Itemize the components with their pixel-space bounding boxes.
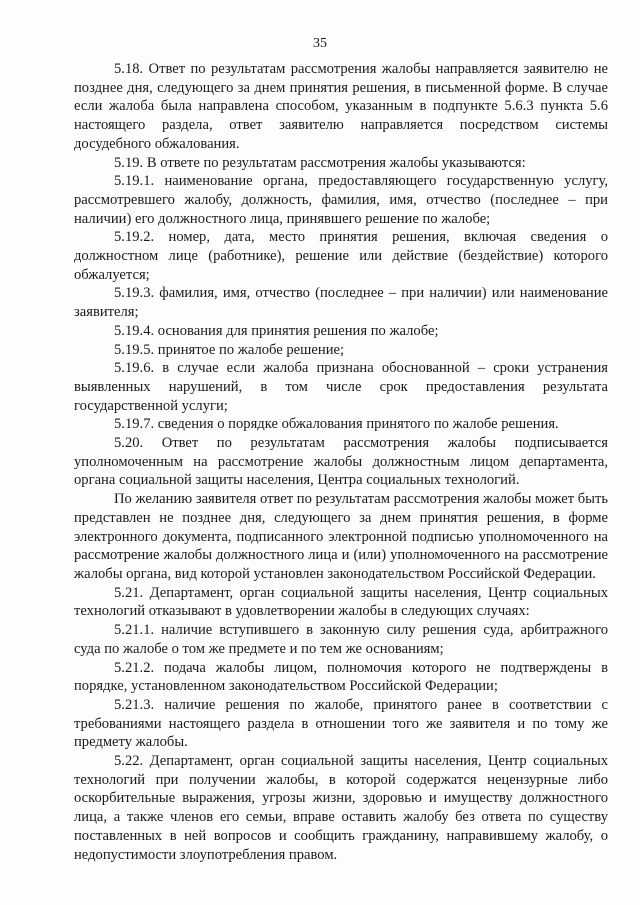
paragraph-5-21-1: 5.21.1. наличие вступившего в законную силу решения суда, арбитражного суда по жалобе о том же предмете и по тем же основаниям; xyxy=(74,622,608,657)
paragraph-5-18: 5.18. Ответ по результатам рассмотрения жалобы направляется заявителю не позднее дня, следующего за днем принятия решения, в письменной форме. В случае если жалоба была направлена способом, указанным в подпункте 5.6.3 пункта 5.6 настоящего раздела, ответ заявителю направляется посредством системы досудебного обжалования. xyxy=(74,61,608,152)
paragraph-5-22: 5.22. Департамент, орган социальной защиты населения, Центр социальных технологий при получении жалобы, в которой содержатся нецензурные либо оскорбительные выражения, угрозы жизни, здоровью и имуществу должностного лица, а также членов его семьи, вправе оставить жалобу без ответа по существу поставленных в ней вопросов и сообщить гражданину, направившему жалобу, о недопустимости злоупотребления правом. xyxy=(74,753,608,863)
paragraph-5-20: 5.20. Ответ по результатам рассмотрения жалобы подписывается уполномоченным на рассмотрение жалобы должностным лицом департамента, органа социальной защиты населения, Центра социальных технологий. xyxy=(74,435,608,489)
paragraph-5-19-4: 5.19.4. основания для принятия решения по жалобе; xyxy=(114,322,439,339)
paragraph-5-21-3: 5.21.3. наличие решения по жалобе, принятого ранее в соответствии с требованиями настоящего раздела в отношении того же заявителя и по тому же предмету жалобы. xyxy=(74,696,608,751)
paragraph-5-19-7: 5.19.7. сведения о порядке обжалования принятого по жалобе решения. xyxy=(114,416,559,433)
paragraph-5-21-2: 5.21.2. подача жалобы лицом, полномочия которого не подтверждены в порядке, установленном законодательством Российской Федерации; xyxy=(74,659,608,695)
paragraph-5-19-5: 5.19.5. принятое по жалобе решение; xyxy=(114,341,345,358)
paragraph-5-19-1: 5.19.1. наименование органа, предоставляющего государственную услугу, рассмотревшего жалобу, должность, фамилия, имя, отчество (последнее – при наличии) его должностного лица, принявшего решение по жалобе; xyxy=(74,173,608,227)
page-number: 35 xyxy=(313,36,327,51)
document-body xyxy=(74,60,608,864)
paragraph-5-19: 5.19. В ответе по результатам рассмотрения жалобы указываются: xyxy=(114,154,526,171)
paragraph-5-20-electronic: По желанию заявителя ответ по результатам рассмотрения жалобы может быть представлен не позднее дня, следующего за днем принятия решения, в форме электронного документа, подписанного электронной подписью уполномоченного на рассмотрение жалобы должностного лица и (или) уполномоченного на рассмотрение жалобы органа, вид которой установлен законодательством Российской Федерации. xyxy=(74,491,608,582)
paragraph-5-19-2: 5.19.2. номер, дата, место принятия решения, включая сведения о должностном лице (работнике), решение или действие (бездействие) которого обжалуется; xyxy=(74,229,608,283)
paragraph-5-19-6: 5.19.6. в случае если жалоба признана обоснованной – сроки устранения выявленных нарушений, в том числе срок предоставления результата государственной услуги; xyxy=(74,360,608,414)
paragraph-5-19-3: 5.19.3. фамилия, имя, отчество (последнее – при наличии) или наименование заявителя; xyxy=(74,285,608,321)
paragraph-5-21: 5.21. Департамент, орган социальной защиты населения, Центр социальных технологий отказывают в удовлетворении жалобы в следующих случаях: xyxy=(74,584,608,620)
